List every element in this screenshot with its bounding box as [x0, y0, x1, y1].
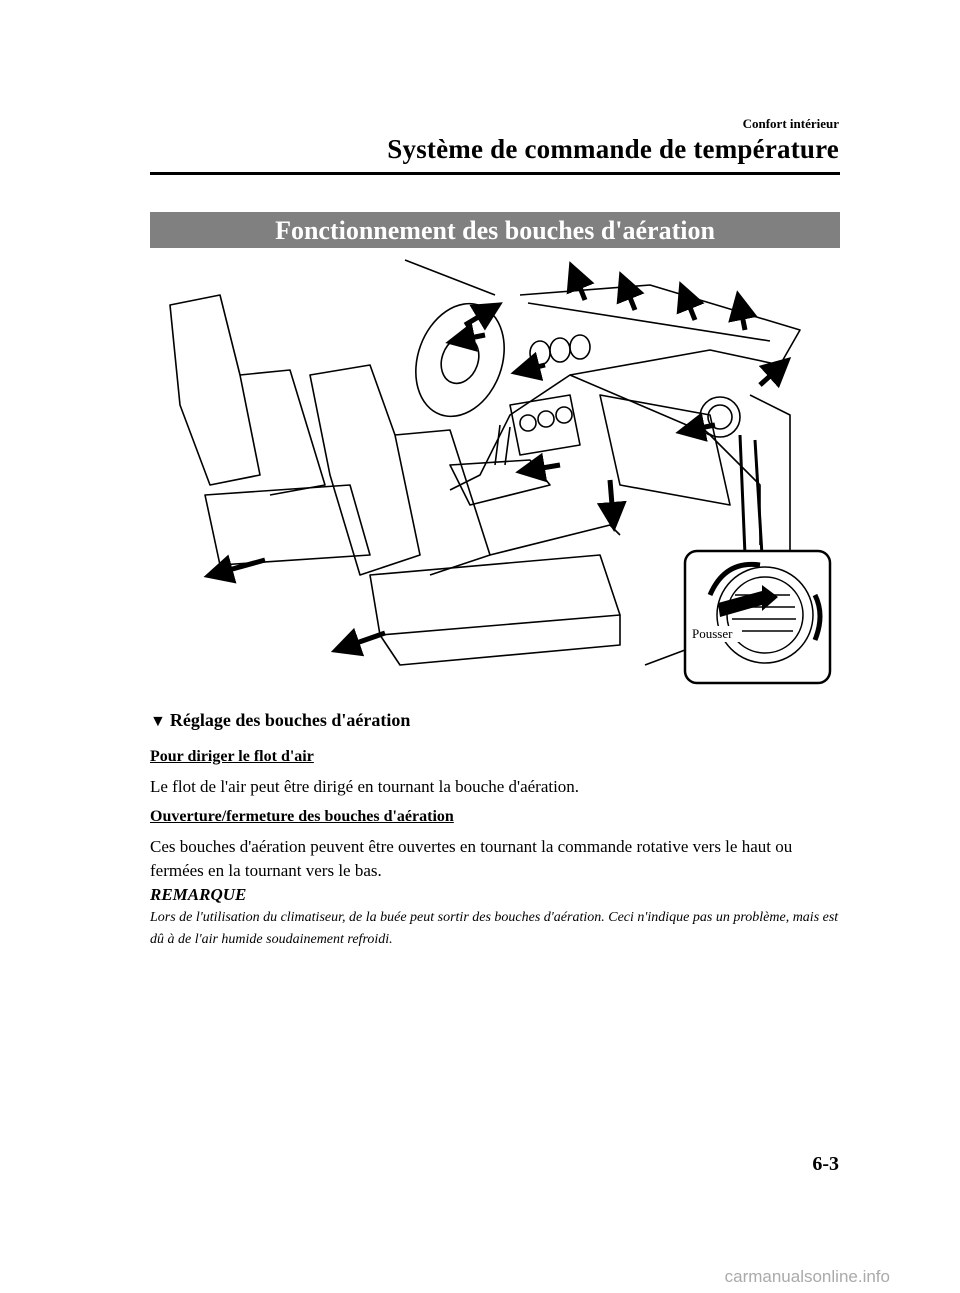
- chapter-label: Confort intérieur: [742, 116, 839, 131]
- direct-airflow-text: Le flot de l'air peut être dirigé en tournant la bouche d'aération.: [150, 777, 580, 796]
- callout-label: Pousser: [692, 626, 733, 641]
- section-banner: [150, 212, 840, 248]
- open-close-label: Ouverture/fermeture des bouches d'aération: [150, 808, 454, 825]
- banner-title: Fonctionnement des bouches d'aération: [275, 216, 715, 245]
- page-title: Système de commande de température: [387, 134, 839, 164]
- remark-title: REMARQUE: [150, 885, 247, 904]
- footer-watermark: carmanualsonline.info: [724, 1267, 890, 1286]
- page-number: 6-3: [812, 1153, 839, 1175]
- direct-airflow-label: Pour diriger le flot d'air: [150, 748, 314, 765]
- open-close-text: Ces bouches d'aération peuvent être ouvertes en tournant la commande rotative vers le haut ou fermées en la tournant vers le bas.: [150, 837, 793, 880]
- adjustment-heading-text: Réglage des bouches d'aération: [169, 710, 411, 730]
- adjustment-heading: [150, 710, 410, 731]
- car-interior-air-vents-illustration: [150, 255, 840, 695]
- air-vents-illustration: [150, 255, 840, 695]
- header-divider: [150, 172, 840, 175]
- triangle-down-icon: ▼: [150, 713, 166, 730]
- remark-text: Lors de l'utilisation du climatiseur, de la buée peut sortir des bouches d'aération. Ceci n'indique pas un problème, mais est dû à de l'air humide soudainement refroidi.: [150, 910, 839, 947]
